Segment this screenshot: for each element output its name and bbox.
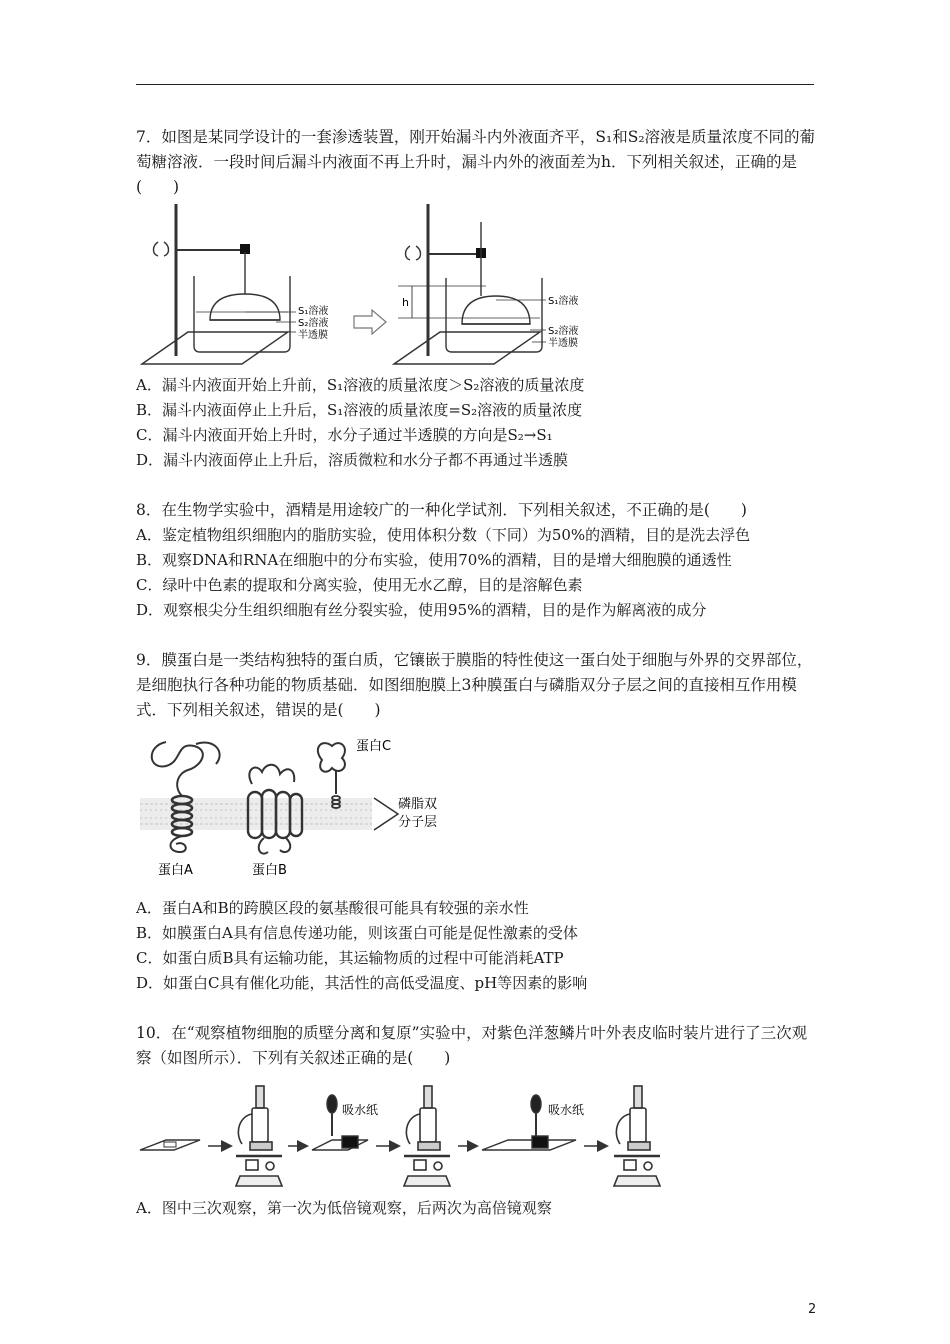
protein-a-label: 蛋白A bbox=[158, 863, 193, 878]
header-rule bbox=[136, 84, 814, 85]
microscope-3 bbox=[614, 1086, 660, 1186]
question-9-stem: 9．膜蛋白是一类结构独特的蛋白质，它镶嵌于膜脂的特性使这一蛋白处于细胞与外界的交界部位，是细胞执行各种功能的物质基础．如图细胞膜上3种膜蛋白与磷脂双分子层之间的直接相互作用模式．下列相关叙述，错误的是( ) bbox=[136, 651, 813, 719]
absorbent-paper-label-1: 吸水纸 bbox=[342, 1103, 379, 1117]
apparatus-before bbox=[142, 204, 296, 364]
protein-a-shape bbox=[152, 742, 220, 852]
question-7-options bbox=[136, 373, 826, 473]
q9-option-a: A．蛋白A和B的跨膜区段的氨基酸很可能具有较强的亲水性 bbox=[136, 899, 529, 917]
q9-option-b: B．如膜蛋白A具有信息传递功能，则该蛋白可能是促性激素的受体 bbox=[136, 924, 578, 942]
q7-option-d: D．漏斗内液面停止上升后，溶质微粒和水分子都不再通过半透膜 bbox=[136, 451, 569, 469]
page-number: 2 bbox=[808, 1302, 817, 1317]
bilayer-bracket bbox=[374, 798, 398, 830]
q9-option-d: D．如蛋白C具有催化功能，其活性的高低受温度、pH等因素的影响 bbox=[136, 974, 588, 992]
membrane-protein-figure bbox=[136, 736, 456, 886]
left-label-s2: S₂溶液 bbox=[298, 318, 329, 329]
q8-option-b: B．观察DNA和RNA在细胞中的分布实验，使用70%的酒精，目的是增大细胞膜的通透性 bbox=[136, 551, 732, 569]
bilayer-label-line2: 分子层 bbox=[398, 815, 438, 830]
right-label-s1: S₁溶液 bbox=[548, 296, 579, 307]
q7-option-c: C．漏斗内液面开始上升时，水分子通过半透膜的方向是S₂→S₁ bbox=[136, 426, 553, 444]
question-8-stem: 8．在生物学实验中，酒精是用途较广的一种化学试剂．下列相关叙述，不正确的是( ) bbox=[136, 501, 747, 519]
q8-option-c: C．绿叶中色素的提取和分离实验，使用无水乙醇，目的是溶解色素 bbox=[136, 576, 583, 594]
question-10-options bbox=[136, 1196, 826, 1221]
bilayer-label-line1: 磷脂双 bbox=[398, 797, 438, 812]
question-8-options bbox=[136, 523, 826, 623]
q7-option-b: B．漏斗内液面停止上升后，S₁溶液的质量浓度=S₂溶液的质量浓度 bbox=[136, 401, 583, 419]
q9-option-c: C．如蛋白质B具有运输功能，其运输物质的过程中可能消耗ATP bbox=[136, 949, 564, 967]
absorbent-paper-label-2: 吸水纸 bbox=[548, 1103, 585, 1117]
left-label-s1: S₁溶液 bbox=[298, 306, 329, 317]
q10-option-a: A．图中三次观察，第一次为低倍镜观察，后两次为高倍镜观察 bbox=[136, 1199, 552, 1217]
left-label-membrane: 半透膜 bbox=[298, 330, 328, 341]
protein-b-label: 蛋白B bbox=[252, 863, 287, 878]
microscope-2 bbox=[404, 1086, 450, 1186]
transition-arrow bbox=[354, 310, 386, 334]
apparatus-after bbox=[394, 204, 546, 364]
question-9-options bbox=[136, 896, 826, 996]
question-10-stem: 10．在“观察植物细胞的质壁分离和复原”实验中，对紫色洋葱鳞片叶外表皮临时装片进行了三次观察（如图所示）．下列有关叙述正确的是( ) bbox=[136, 1024, 808, 1067]
height-difference-label: h bbox=[402, 296, 409, 309]
protein-c-label: 蛋白C bbox=[356, 739, 392, 754]
q7-option-a: A．漏斗内液面开始上升前，S₁溶液的质量浓度＞S₂溶液的质量浓度 bbox=[136, 376, 585, 394]
microscope-1 bbox=[236, 1086, 282, 1186]
question-7-stem: 7．如图是某同学设计的一套渗透装置，刚开始漏斗内外液面齐平，S₁和S₂溶液是质量浓度不同的葡萄糖溶液．一段时间后漏斗内液面不再上升时，漏斗内外的液面差为h．下列相关叙述，正确的是( ) bbox=[136, 128, 816, 196]
plasmolysis-procedure-figure bbox=[136, 1074, 696, 1192]
right-label-s2: S₂溶液 bbox=[548, 326, 579, 337]
right-label-membrane: 半透膜 bbox=[548, 338, 578, 349]
osmosis-apparatus-figure bbox=[136, 196, 636, 376]
q8-option-d: D．观察根尖分生组织细胞有丝分裂实验，使用95%的酒精，目的是作为解离液的成分 bbox=[136, 601, 707, 619]
q8-option-a: A．鉴定植物组织细胞内的脂肪实验，使用体积分数（下同）为50%的酒精，目的是洗去浮色 bbox=[136, 526, 751, 544]
